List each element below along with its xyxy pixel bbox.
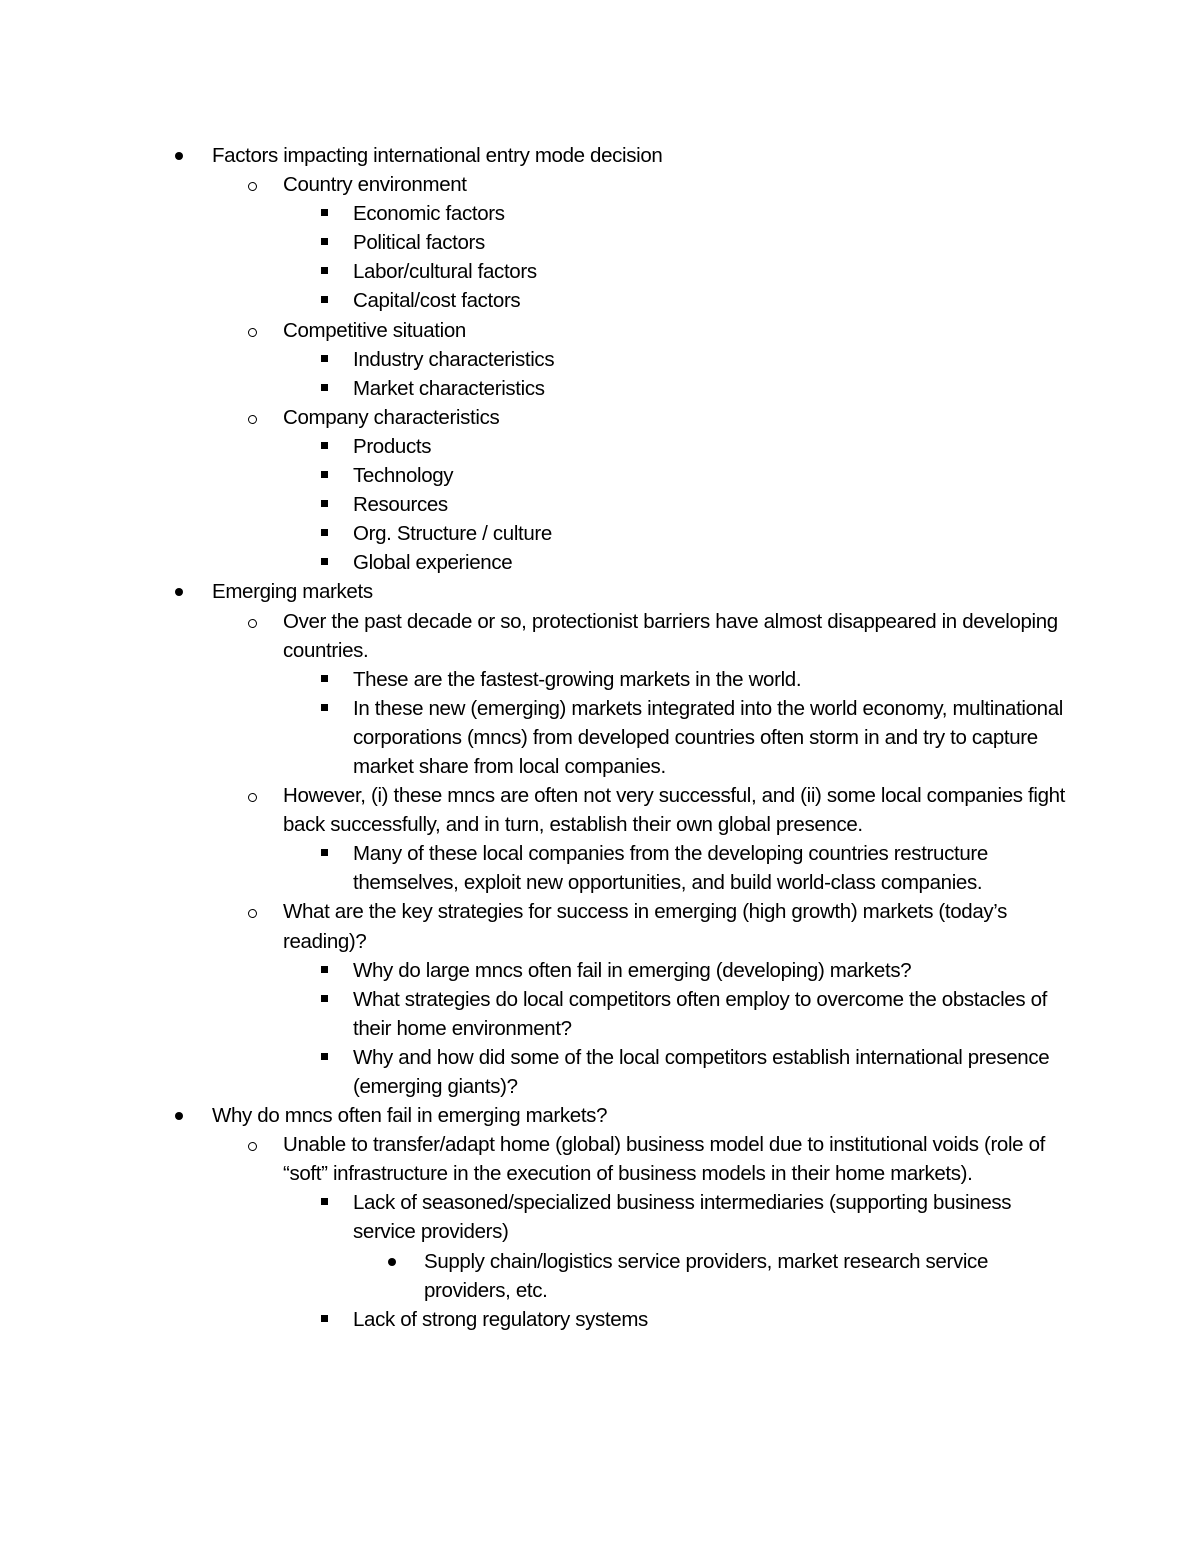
list-item <box>353 257 1072 286</box>
bullet-circle-icon <box>248 182 257 191</box>
list-item <box>283 316 1072 345</box>
list-item <box>353 490 1072 519</box>
list-item <box>353 694 1072 781</box>
list-item <box>353 839 1072 897</box>
list-item <box>353 286 1072 315</box>
list-item-text: In these new (emerging) markets integrated into the world economy, multinational corporations (mncs) from developed countries often storm in and try to capture market share from local companies. <box>353 696 1063 778</box>
list-item-text: Org. Structure / culture <box>353 522 552 546</box>
list-item-text: Why do mncs often fail in emerging markets? <box>212 1104 608 1128</box>
bullet-square-icon <box>321 384 328 391</box>
list-item-text: Economic factors <box>353 202 505 226</box>
list-item <box>353 956 1072 985</box>
list-item <box>212 1101 1072 1130</box>
list-item <box>283 607 1072 665</box>
list-item <box>283 170 1072 199</box>
bullet-circle-icon <box>248 1142 257 1151</box>
list-item-text: Emerging markets <box>212 580 373 604</box>
bullet-circle-icon <box>248 909 257 918</box>
document-body <box>0 141 1200 1334</box>
list-item <box>353 665 1072 694</box>
list-item-text: Political factors <box>353 231 485 255</box>
bullet-square-icon <box>321 849 328 856</box>
list-item-text: Country environment <box>283 173 467 197</box>
list-item <box>353 985 1072 1043</box>
list-item-text: Labor/cultural factors <box>353 260 537 284</box>
list-item-text: Lack of strong regulatory systems <box>353 1307 648 1331</box>
bullet-square-icon <box>321 209 328 216</box>
list-item <box>353 519 1072 548</box>
list-item-text: What are the key strategies for success in emerging (high growth) markets (today’s reading)? <box>283 900 1008 953</box>
list-item-text: Unable to transfer/adapt home (global) business model due to institutional voids (role of “soft” infrastructure in the execution of business models in their home markets). <box>283 1133 1045 1186</box>
list-item-text: Industry characteristics <box>353 347 555 371</box>
bullet-square-icon <box>321 267 328 274</box>
list-item <box>283 897 1072 955</box>
bullet-square-icon <box>321 296 328 303</box>
list-item <box>283 781 1072 839</box>
list-item <box>353 345 1072 374</box>
list-item-text: Capital/cost factors <box>353 289 521 313</box>
list-item <box>353 461 1072 490</box>
bullet-circle-icon <box>248 328 257 337</box>
bullet-dot-icon <box>175 152 183 160</box>
list-item-text: However, (i) these mncs are often not very successful, and (ii) some local companies fight back successfully, and in turn, establish their own global presence. <box>283 784 1066 837</box>
list-item <box>424 1247 1072 1305</box>
list-item <box>283 403 1072 432</box>
bullet-dot-icon <box>175 1112 183 1120</box>
list-item-text: Company characteristics <box>283 405 500 429</box>
list-item-text: Technology <box>353 464 454 488</box>
bullet-square-icon <box>321 558 328 565</box>
bullet-square-icon <box>321 675 328 682</box>
bullet-square-icon <box>321 500 328 507</box>
bullet-square-icon <box>321 1053 328 1060</box>
list-item <box>212 577 1072 606</box>
bullet-square-icon <box>321 966 328 973</box>
bullet-dot-icon <box>175 588 183 596</box>
bullet-square-icon <box>321 355 328 362</box>
bullet-square-icon <box>321 1198 328 1205</box>
list-item-text: Products <box>353 434 432 458</box>
list-item-text: Many of these local companies from the developing countries restructure themselves, exploit new opportunities, and build world-class companies. <box>353 842 988 895</box>
bullet-square-icon <box>321 1315 328 1322</box>
list-item-text: Supply chain/logistics service providers, market research service providers, etc. <box>424 1249 989 1302</box>
list-item <box>353 1188 1072 1246</box>
list-item-text: Factors impacting international entry mode decision <box>212 144 663 167</box>
list-item <box>353 548 1072 577</box>
list-item-text: What strategies do local competitors often employ to overcome the obstacles of their home environment? <box>353 987 1047 1040</box>
list-item-text: Lack of seasoned/specialized business intermediaries (supporting business service providers) <box>353 1191 1012 1244</box>
bullet-square-icon <box>321 238 328 245</box>
bullet-square-icon <box>321 442 328 449</box>
list-item-text: These are the fastest-growing markets in the world. <box>353 667 802 691</box>
bullet-square-icon <box>321 471 328 478</box>
list-item-text: Market characteristics <box>353 376 545 400</box>
list-item-text: Resources <box>353 493 448 517</box>
list-item <box>353 199 1072 228</box>
list-item-text: Why do large mncs often fail in emerging (developing) markets? <box>353 958 912 982</box>
list-item-text: Over the past decade or so, protectionist barriers have almost disappeared in developing countries. <box>283 609 1058 662</box>
list-item-text: Competitive situation <box>283 318 466 342</box>
bullet-circle-icon <box>248 793 257 802</box>
list-item <box>353 1043 1072 1101</box>
bullet-square-icon <box>321 995 328 1002</box>
list-item <box>353 228 1072 257</box>
list-item <box>353 432 1072 461</box>
list-item-text: Why and how did some of the local competitors establish international presence (emerging giants)? <box>353 1045 1050 1098</box>
list-item-text: Global experience <box>353 551 513 575</box>
bullet-square-icon <box>321 704 328 711</box>
bullet-circle-icon <box>248 415 257 424</box>
bullet-square-icon <box>321 529 328 536</box>
list-item <box>353 374 1072 403</box>
list-item <box>212 141 1072 170</box>
bullet-dot-icon <box>388 1258 396 1266</box>
list-item <box>353 1305 1072 1334</box>
bullet-circle-icon <box>248 619 257 628</box>
list-item <box>283 1130 1072 1188</box>
